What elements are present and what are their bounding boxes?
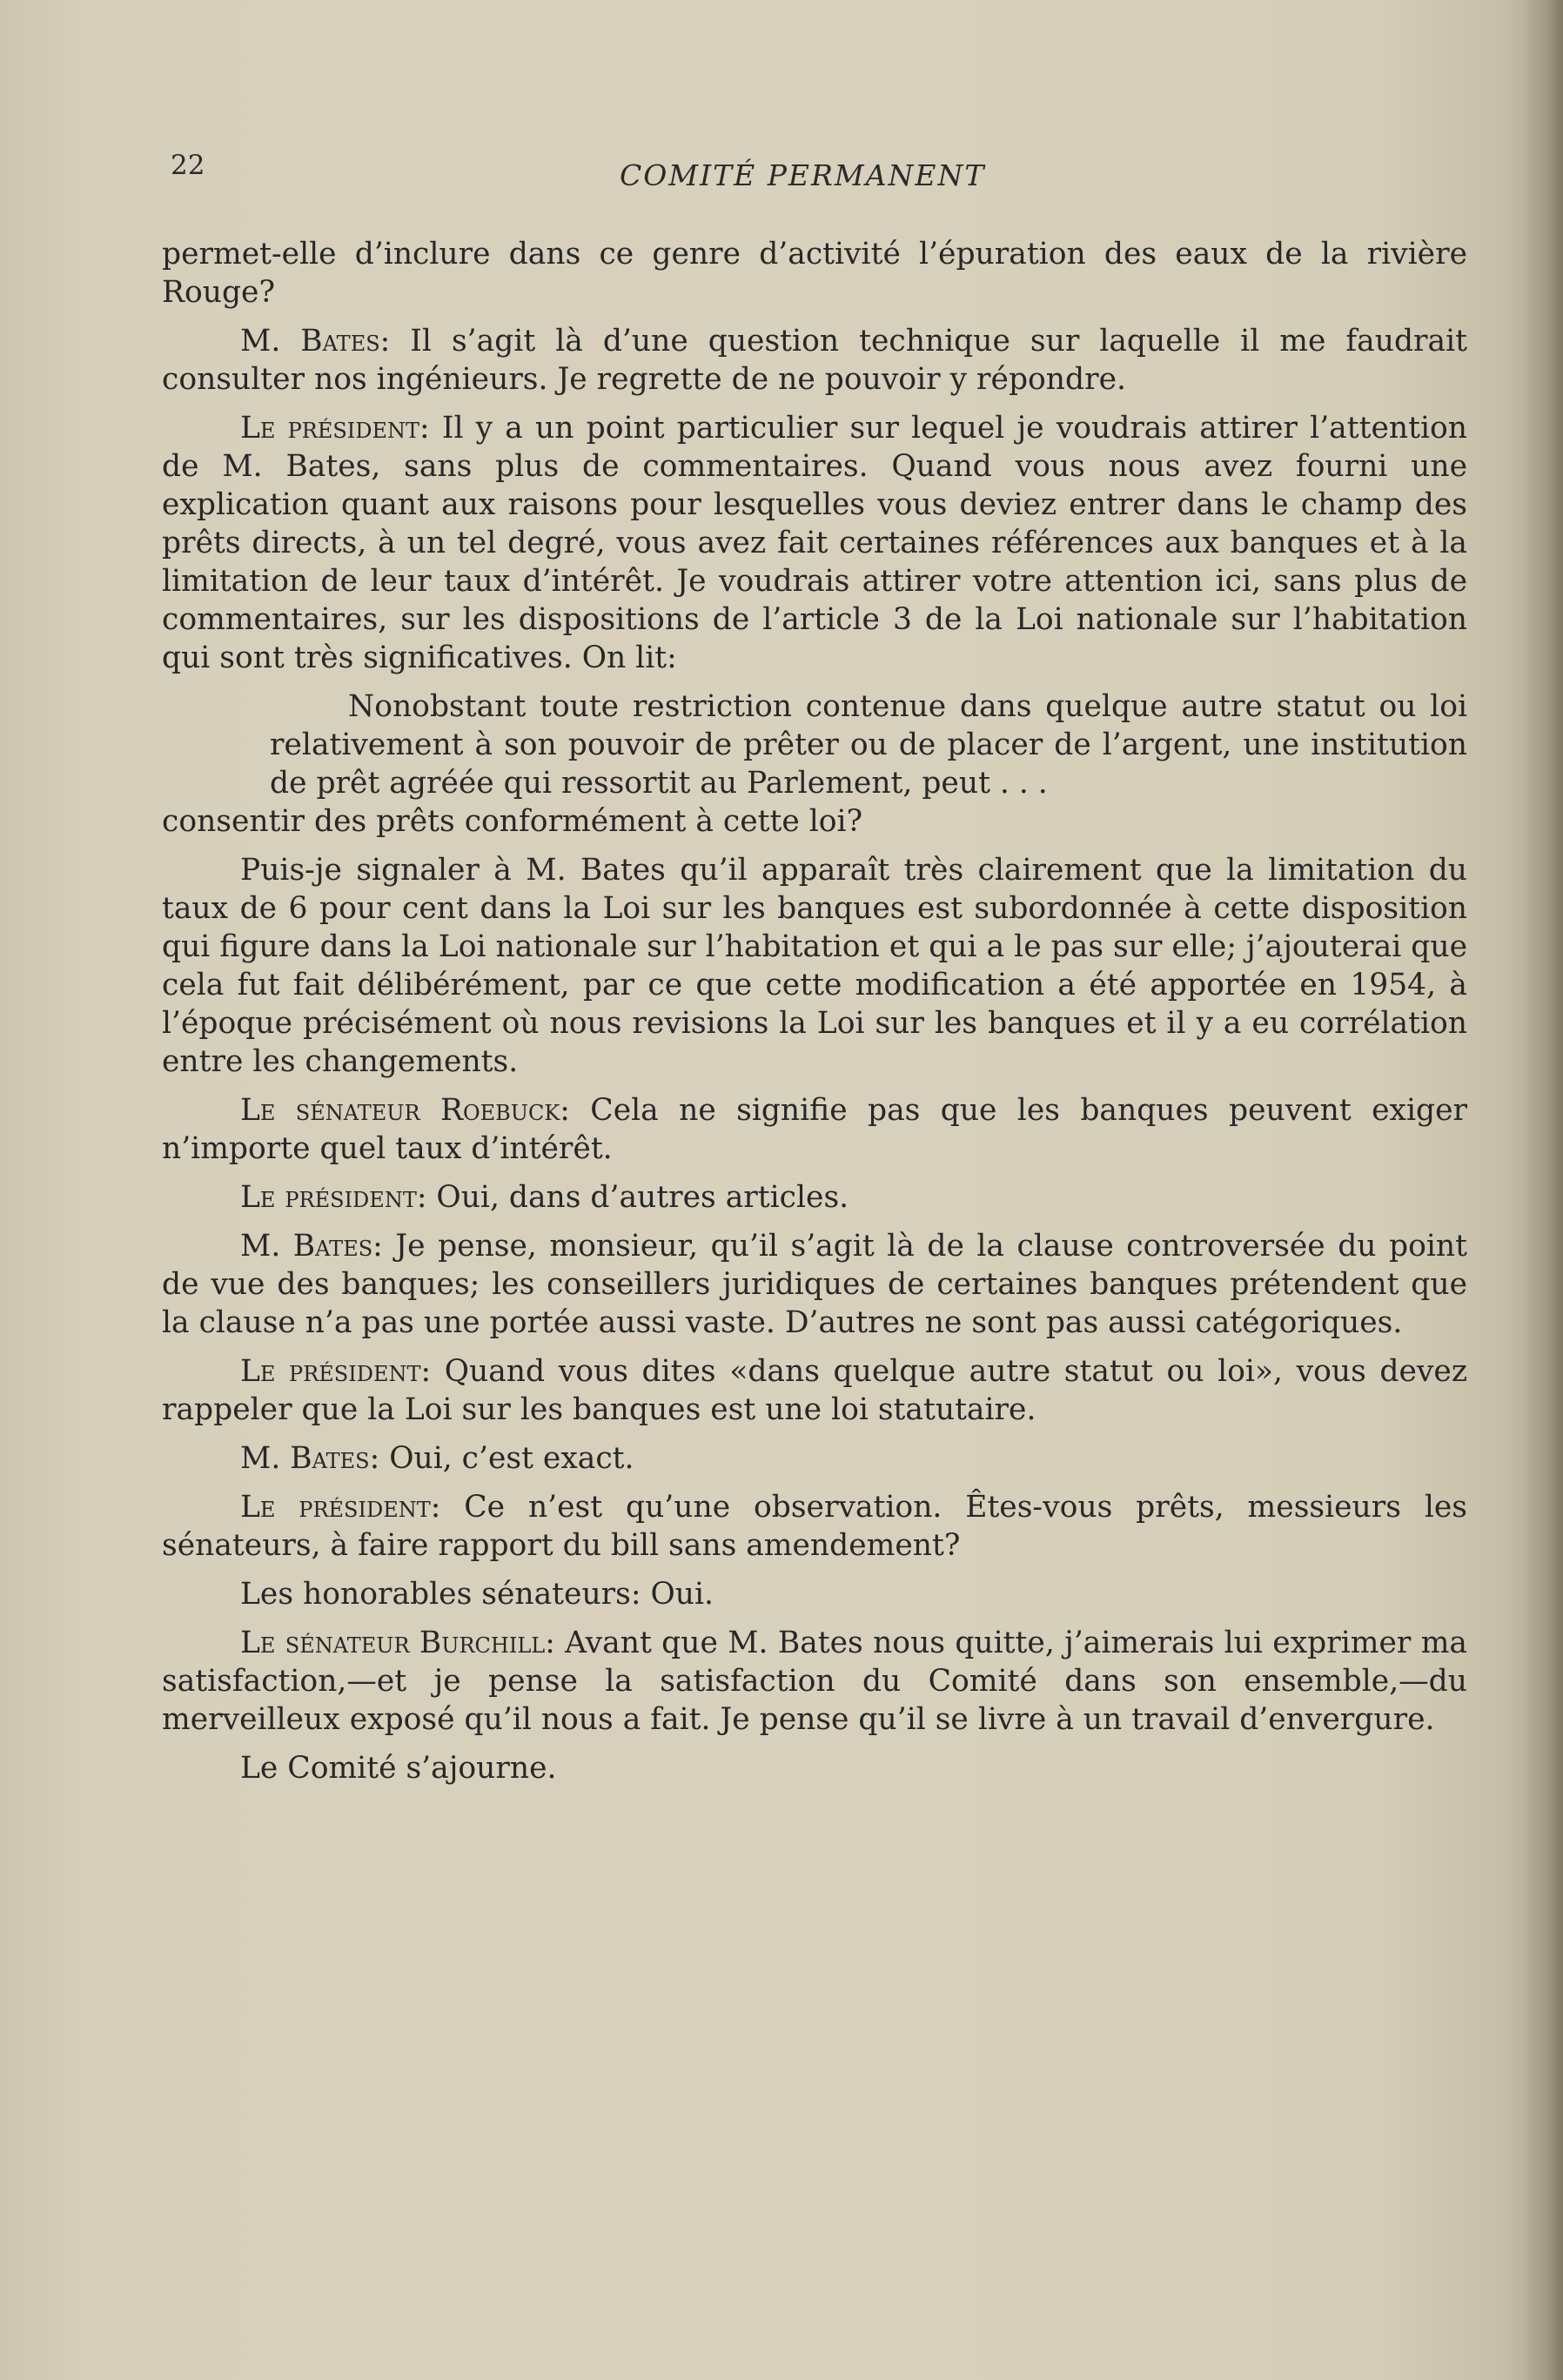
speech-text: Oui, dans d’autres articles.: [426, 1180, 849, 1215]
paragraph-president-1: [162, 409, 1467, 677]
speech-text: Ce n’est qu’une observation. Êtes-vous prêts, messieurs les sénateurs, à faire rapport du bill sans amendement?: [162, 1490, 1468, 1563]
speech-text: Quand vous dites «dans quelque autre statut ou loi», vous devez rappeler que la Loi sur les banques est une loi statutaire.: [162, 1354, 1468, 1427]
block-quote-tail: consentir des prêts conformément à cette loi?: [162, 804, 863, 839]
paragraph-president-3: [162, 1178, 1467, 1217]
paragraph-bates-3: [162, 1439, 1467, 1478]
speaker-label: M. Bates:: [240, 1441, 380, 1476]
speaker-label: Le président:: [240, 411, 430, 446]
page-edge-shadow: [1523, 0, 1563, 2380]
speaker-label: M. Bates:: [240, 324, 391, 359]
body-text: [162, 235, 1467, 1798]
paragraph-adjournment: Le Comité s’ajourne.: [240, 1751, 557, 1786]
speech-text: Oui, c’est exact.: [379, 1441, 634, 1476]
paragraph-bates-2: [162, 1227, 1467, 1342]
paragraph-roebuck: [162, 1091, 1467, 1168]
speaker-label: Le président:: [240, 1490, 441, 1525]
paragraph-president-4: [162, 1352, 1467, 1429]
paragraph-president-2: Puis-je signaler à M. Bates qu’il apparaît très clairement que la limitation du taux de 6 pour cent dans la Loi sur les banques est subordonnée à cette disposition qui figure dans la Loi nationale sur l’habitation et qui a le pas sur elle; j’ajouterai que cela fut fait délibérément, par ce que cette modification a été apportée en 1954, à l’époque précisément où nous revisions la Loi sur les banques et il y a eu corrélation entre les changements.: [162, 853, 1467, 1079]
paragraph-senators: Les honorables sénateurs: Oui.: [240, 1577, 714, 1612]
paragraph-bates-1: [162, 322, 1467, 399]
speech-text: Cela ne signifie pas que les banques peuvent exiger n’importe quel taux d’intérêt.: [162, 1093, 1467, 1166]
paragraph-continuation: permet-elle d’inclure dans ce genre d’activité l’épuration des eaux de la rivière Rouge?: [162, 237, 1467, 310]
speaker-label: Le président:: [240, 1180, 427, 1215]
speaker-label: Le sénateur Roebuck:: [240, 1093, 570, 1128]
block-quote: Nonobstant toute restriction contenue dans quelque autre statut ou loi relativement à son pouvoir de prêter ou de placer de l’argent, une institution de prêt agréée qui ressortit au Parlement, peut . . .: [270, 689, 1467, 801]
speech-text: Je pense, monsieur, qu’il s’agit là de la clause controversée du point de vue des banques; les conseillers juridiques de certaines banques prétendent que la clause n’a pas une portée aussi vaste. D’autres ne sont pas aussi catégoriques.: [162, 1229, 1467, 1340]
speaker-label: M. Bates:: [240, 1229, 383, 1264]
speech-text: Il s’agit là d’une question technique sur laquelle il me faudrait consulter nos ingénieurs. Je regrette de ne pouvoir y répondre.: [162, 324, 1467, 397]
running-title: COMITÉ PERMANENT: [620, 158, 986, 192]
page-number: 22: [171, 150, 205, 181]
speech-text: Avant que M. Bates nous quitte, j’aimerais lui exprimer ma satisfaction,—et je pense la satisfaction du Comité dans son ensemble,—du merveilleux exposé qu’il nous a fait. Je pense qu’il se livre à un travail d’envergure.: [162, 1626, 1467, 1737]
paragraph-burchill: [162, 1624, 1467, 1739]
paragraph-president-5: [162, 1488, 1467, 1565]
speaker-label: Le président:: [240, 1354, 432, 1389]
speech-text: Il y a un point particulier sur lequel je voudrais attirer l’attention de M. Bates, sans plus de commentaires. Quand vous nous avez fourni une explication quant aux raisons pour lesquelles vous deviez entrer dans le champ des prêts directs, à un tel degré, vous avez fait certaines références aux banques et à la limitation de leur taux d’intérêt. Je voudrais attirer votre attention ici, sans plus de commentaires, sur les dispositions de l’article 3 de la Loi nationale sur l’habitation qui sont très significatives. On lit:: [162, 411, 1467, 675]
speaker-label: Le sénateur Burchill:: [240, 1626, 555, 1660]
